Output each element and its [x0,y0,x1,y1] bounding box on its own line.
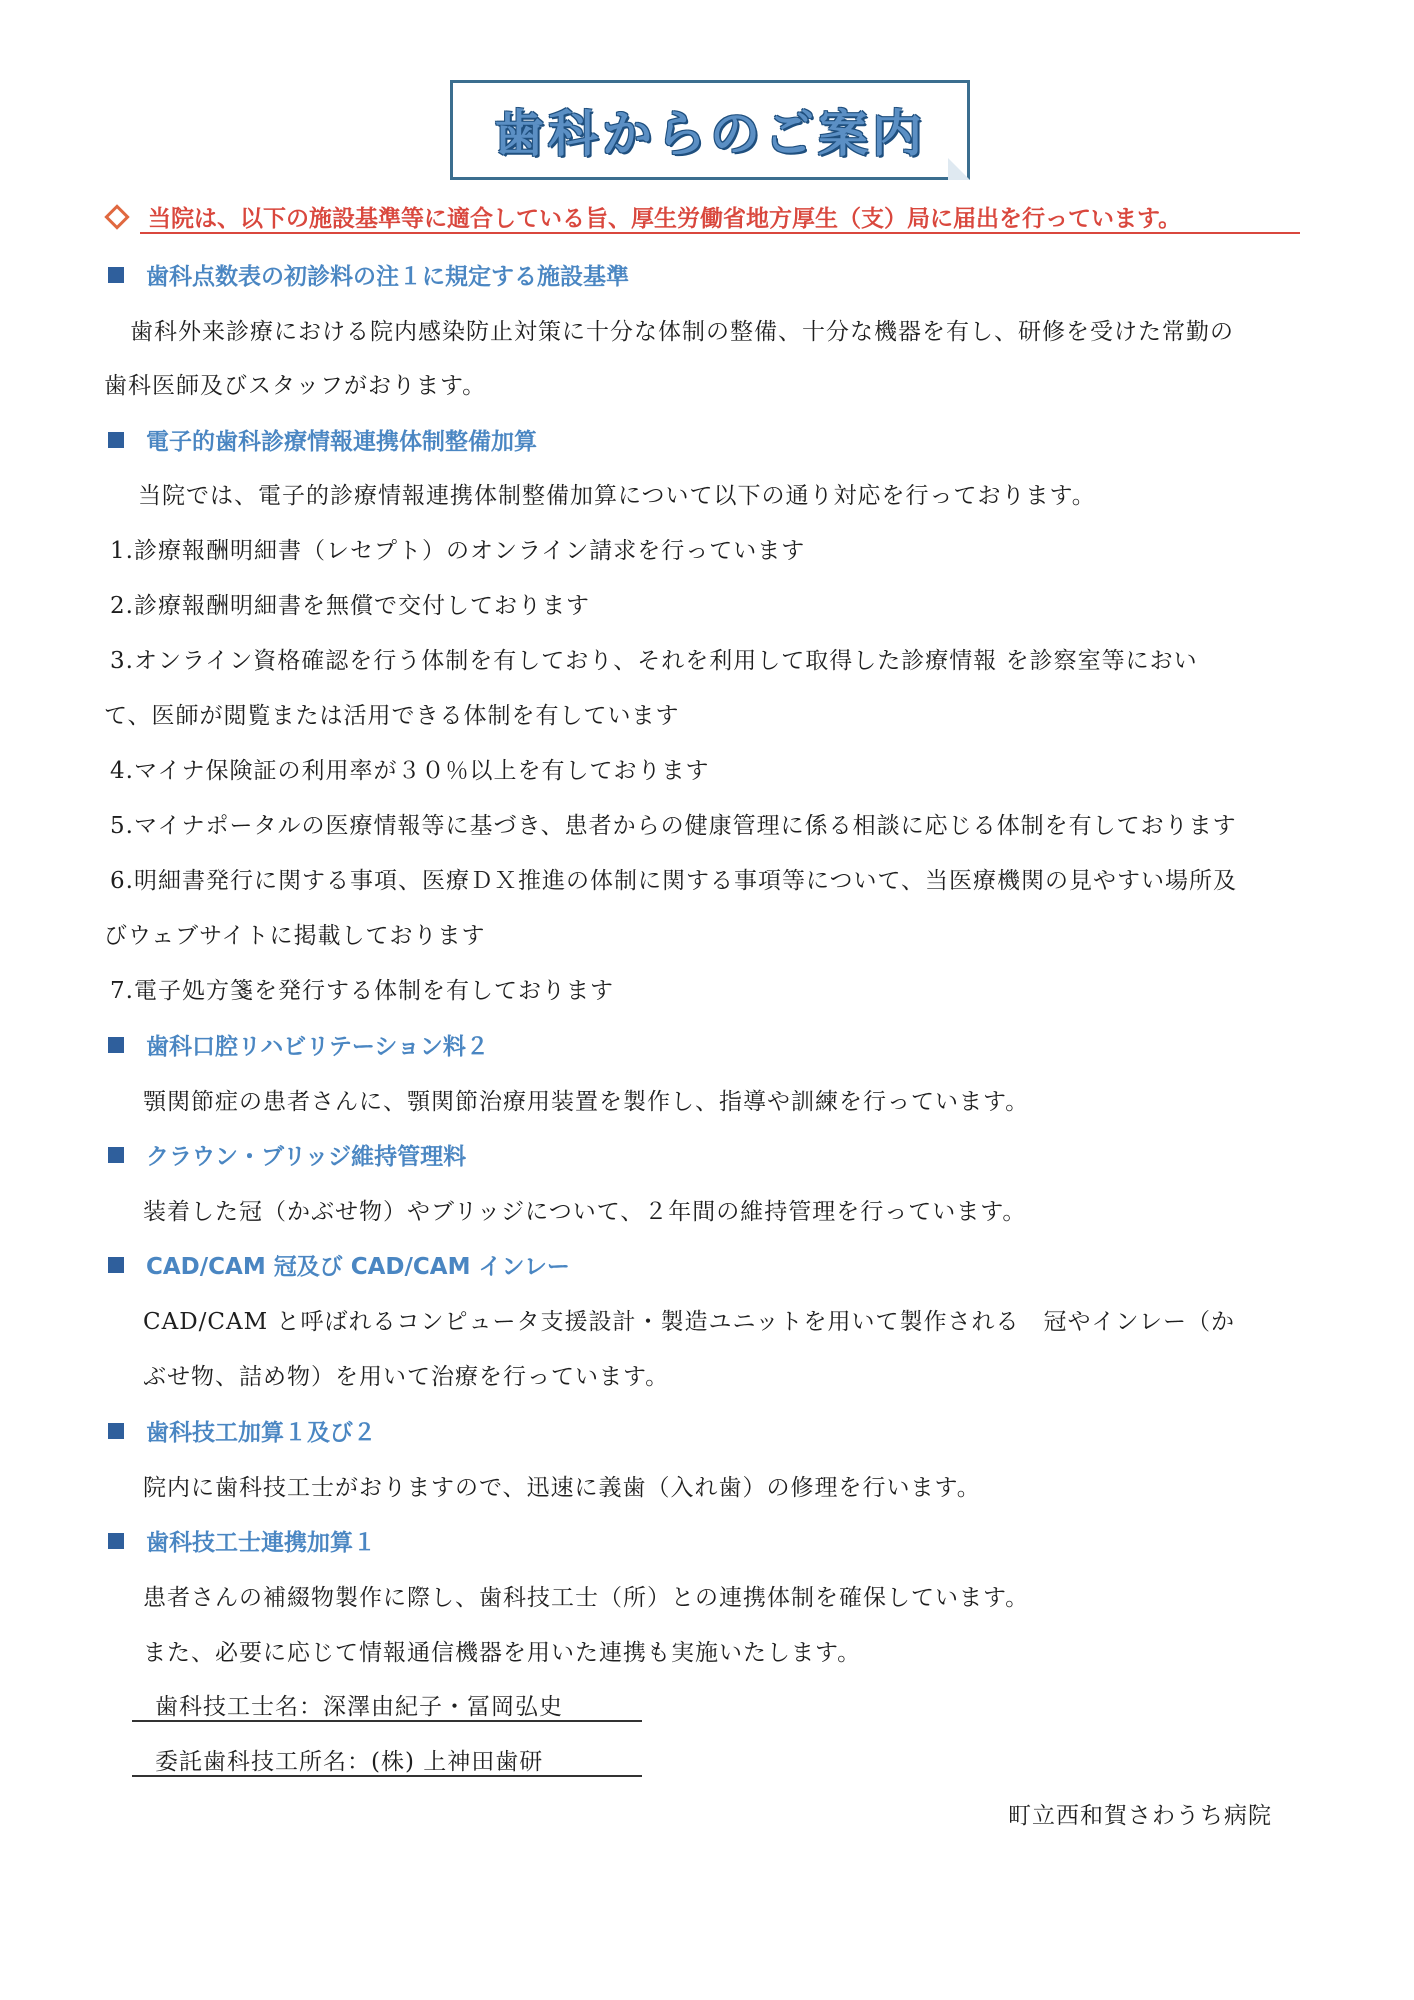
section-heading-text: 電子的歯科診療情報連携体制整備加算 [146,429,537,455]
list-item: 3.オンライン資格確認を行う体制を有しており、それを利用して取得した診療情報 を診察室等におい [110,648,1198,674]
list-item: 1.診療報酬明細書（レセプト）のオンライン請求を行っています [110,538,806,564]
title-box [450,80,970,180]
square-bullet-icon [108,1147,124,1163]
section-heading-text: クラウン・ブリッジ維持管理料 [146,1144,467,1170]
lab-underline [132,1775,642,1777]
body-line: 歯科医師及びスタッフがおります。 [104,373,487,399]
body-line: ぶせ物、詰め物）を用いて治療を行っています。 [143,1364,670,1390]
technician-names: 歯科技工士名：深澤由紀子・冨岡弘史 [155,1694,563,1720]
notice-text: 当院は、以下の施設基準等に適合している旨、厚生労働省地方厚生（支）局に届出を行っています。 [148,206,1182,232]
section-heading-text: 歯科技工士連携加算１ [146,1530,376,1556]
list-item: 6.明細書発行に関する事項、医療ＤＸ推進の体制に関する事項等について、当医療機関の見やすい場所及 [110,868,1238,894]
list-item: 7.電子処方箋を発行する体制を有しております [110,978,614,1004]
list-item: びウェブサイトに掲載しております [104,923,486,949]
body-line: 当院では、電子的診療情報連携体制整備加算について以下の通り対応を行っております。 [138,483,1096,509]
square-bullet-icon [108,432,124,448]
body-line: 院内に歯科技工士がおりますので、迅速に義歯（入れ歯）の修理を行います。 [143,1475,981,1501]
body-line: 患者さんの補綴物製作に際し、歯科技工士（所）との連携体制を確保しています。 [143,1585,1030,1611]
section-heading-dental-lab [108,1414,376,1447]
body-line: CAD/CAM と呼ばれるコンピュータ支援設計・製造ユニットを用いて製作される 冠やインレー（か [143,1309,1235,1335]
section-heading-text: CAD/CAM 冠及び CAD/CAM インレー [146,1254,570,1280]
square-bullet-icon [108,1037,124,1053]
body-line: また、必要に応じて情報通信機器を用いた連携も実施いたします。 [143,1640,862,1666]
list-item: て、医師が閲覧または活用できる体制を有しています [104,703,680,729]
section-heading-text: 歯科技工加算１及び２ [146,1420,376,1446]
lab-name: 委託歯科技工所名：(株) 上神田歯研 [155,1749,544,1775]
hospital-name: 町立西和賀さわうち病院 [1008,1803,1272,1829]
body-line: 歯科外来診療における院内感染防止対策に十分な体制の整備、十分な機器を有し、研修を受けた常勤の [130,319,1234,345]
page-title: 歯科からのご案内 [494,105,926,163]
diamond-icon [104,204,129,229]
square-bullet-icon [108,267,124,283]
notice-line [100,200,1310,233]
technician-underline [132,1720,642,1722]
section-heading-electronic-info [108,423,537,456]
square-bullet-icon [108,1257,124,1273]
notice-underline [140,232,1300,234]
square-bullet-icon [108,1423,124,1439]
body-line: 装着した冠（かぶせ物）やブリッジについて、２年間の維持管理を行っています。 [143,1199,1027,1225]
body-line: 顎関節症の患者さんに、顎関節治療用装置を製作し、指導や訓練を行っています。 [143,1089,1030,1115]
list-item: 2.診療報酬明細書を無償で交付しております [110,593,590,619]
section-heading-crown-bridge [108,1138,466,1171]
section-heading-cad-cam [108,1248,570,1281]
section-heading-text: 歯科口腔リハビリテーション料２ [146,1034,489,1060]
list-item: 5.マイナポータルの医療情報等に基づき、患者からの健康管理に係る相談に応じる体制を有しております [110,813,1237,839]
section-heading-text: 歯科点数表の初診料の注１に規定する施設基準 [146,264,629,290]
section-heading-oral-rehab [108,1028,489,1061]
list-item: 4.マイナ保険証の利用率が３０％以上を有しております [110,758,710,784]
section-heading-initial-visit [108,258,629,291]
square-bullet-icon [108,1533,124,1549]
section-heading-technician-link [108,1524,376,1557]
